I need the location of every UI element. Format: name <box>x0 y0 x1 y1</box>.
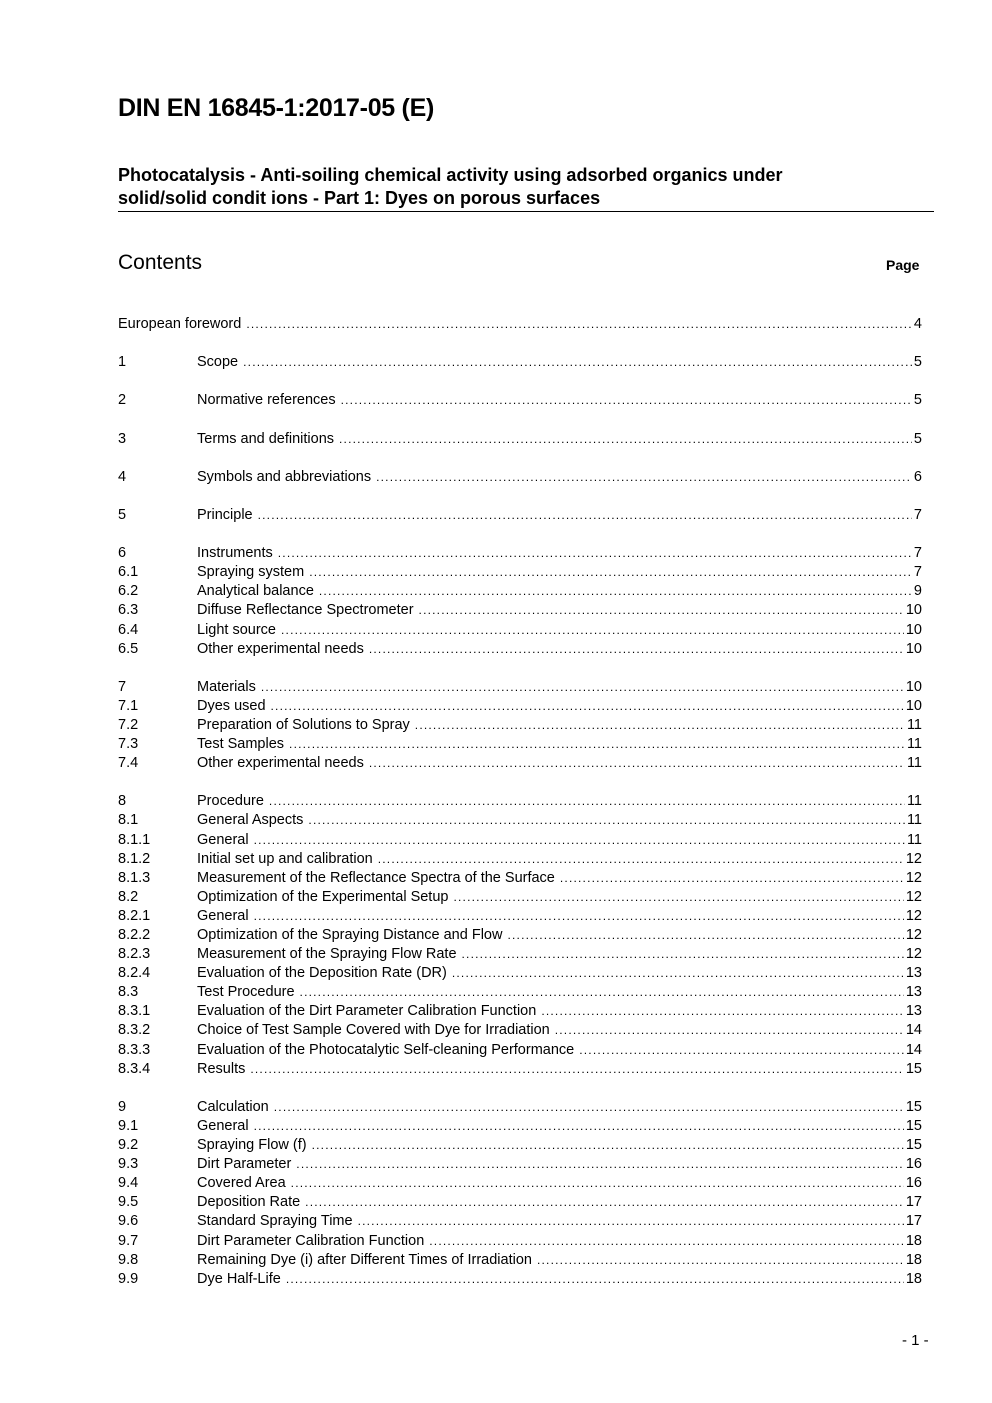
toc-entry[interactable] <box>118 832 922 851</box>
toc-dot-leader <box>555 1023 904 1037</box>
toc-entry-number: 7.3 <box>118 736 139 753</box>
toc-dot-leader <box>541 1004 904 1018</box>
toc-dot-leader <box>452 966 904 980</box>
toc-entry-title: European foreword <box>118 316 242 332</box>
toc-entry[interactable] <box>118 889 922 908</box>
toc-dot-leader <box>579 1043 904 1057</box>
toc-dot-leader <box>274 1100 904 1114</box>
toc-entry-title: Diffuse Reflectance Spectrometer <box>197 602 414 619</box>
toc-dot-leader <box>319 584 912 598</box>
toc-entry-page: 14 <box>905 1022 922 1039</box>
toc-entry[interactable] <box>118 965 922 984</box>
toc-dot-leader <box>339 432 912 446</box>
toc-entry-number: 4 <box>118 468 127 485</box>
toc-entry-number: 9.6 <box>118 1213 139 1230</box>
toc-entry[interactable] <box>118 507 922 526</box>
toc-entry-page: 15 <box>905 1098 922 1115</box>
toc-entry[interactable] <box>118 812 922 831</box>
toc-entry-title: Evaluation of the Deposition Rate (DR) <box>197 965 447 982</box>
toc-entry-number: 9.8 <box>118 1251 139 1268</box>
toc-dot-leader <box>369 642 904 656</box>
toc-entry-title: Instruments <box>197 545 273 562</box>
toc-entry[interactable] <box>118 717 922 736</box>
toc-entry[interactable] <box>118 1022 922 1041</box>
toc-entry-number: 7.4 <box>118 755 139 772</box>
toc-entry-title: Test Procedure <box>197 984 295 1001</box>
toc-entry-page: 16 <box>905 1156 922 1173</box>
toc-entry-page: 13 <box>905 984 922 1001</box>
toc-entry[interactable] <box>118 1003 922 1022</box>
toc-entry-page: 10 <box>905 697 922 714</box>
toc-entry-title: Light source <box>197 621 276 638</box>
toc-dot-leader <box>507 928 903 942</box>
page-number: - 1 - <box>902 1332 929 1349</box>
toc-dot-leader <box>419 603 904 617</box>
toc-entry-number: 8.3 <box>118 984 139 1001</box>
toc-entry-number: 8.1.2 <box>118 850 151 867</box>
toc-entry[interactable] <box>118 1233 922 1252</box>
toc-dot-leader <box>261 680 904 694</box>
toc-entry-number: 7.1 <box>118 697 139 714</box>
toc-dot-leader <box>289 737 905 751</box>
toc-entry-page: 12 <box>905 946 922 963</box>
toc-entry-title: General <box>197 907 249 924</box>
toc-dot-leader <box>269 794 905 808</box>
toc-dot-leader <box>291 1176 904 1190</box>
toc-entry[interactable] <box>118 1099 922 1118</box>
toc-entry-number: 8.3.4 <box>118 1060 151 1077</box>
toc-dot-leader <box>254 909 904 923</box>
toc-entry[interactable] <box>118 583 922 602</box>
toc-dot-leader <box>369 756 905 770</box>
toc-entry-number: 9 <box>118 1098 127 1115</box>
toc-entry-number: 9.4 <box>118 1175 139 1192</box>
toc-entry[interactable] <box>118 927 922 946</box>
toc-entry-page: 4 <box>913 316 922 332</box>
toc-dot-leader <box>341 393 912 407</box>
toc-entry-number: 1 <box>118 354 127 371</box>
toc-entry-title: Standard Spraying Time <box>197 1213 353 1230</box>
toc-entry-title: Choice of Test Sample Covered with Dye for Irradiation <box>197 1022 550 1039</box>
toc-entry-page: 14 <box>905 1041 922 1058</box>
toc-entry-title: Calculation <box>197 1098 269 1115</box>
toc-entry[interactable] <box>118 1137 922 1156</box>
toc-entry[interactable] <box>118 736 922 755</box>
toc-entry[interactable] <box>118 316 922 335</box>
toc-dot-leader <box>308 813 905 827</box>
toc-entry-number: 6.5 <box>118 640 139 657</box>
toc-entry-title: Scope <box>197 354 239 371</box>
toc-entry-title: Evaluation of the Dirt Parameter Calibration Function <box>197 1003 537 1020</box>
toc-entry-page: 7 <box>913 545 922 562</box>
toc-entry-title: Other experimental needs <box>197 755 364 772</box>
toc-dot-leader <box>286 1272 904 1286</box>
toc-entry[interactable] <box>118 679 922 698</box>
toc-dot-leader <box>278 546 912 560</box>
toc-entry[interactable] <box>118 392 922 411</box>
subtitle-line-1: Photocatalysis - Anti-soiling chemical activity using adsorbed organics under <box>118 165 783 185</box>
toc-entry[interactable] <box>118 1252 922 1271</box>
toc-entry-page: 17 <box>905 1213 922 1230</box>
toc-entry-page: 12 <box>905 907 922 924</box>
toc-dot-leader <box>453 890 903 904</box>
toc-entry[interactable] <box>118 1061 922 1080</box>
document-subtitle <box>118 164 934 212</box>
toc-entry-title: Test Samples <box>197 736 285 753</box>
toc-dot-leader <box>429 1234 904 1248</box>
toc-entry-page: 16 <box>905 1175 922 1192</box>
toc-entry-page: 12 <box>905 927 922 943</box>
document-id: DIN EN 16845-1:2017-05 (E) <box>118 94 434 122</box>
toc-entry-title: Other experimental needs <box>197 640 364 657</box>
toc-entry-number: 9.9 <box>118 1270 139 1287</box>
toc-entry-number: 8.2 <box>118 888 139 905</box>
table-of-contents <box>118 316 922 1290</box>
toc-dot-leader <box>271 699 904 713</box>
toc-entry-page: 18 <box>905 1251 922 1268</box>
toc-entry[interactable] <box>118 1194 922 1213</box>
toc-entry-page: 11 <box>906 793 922 810</box>
toc-entry-number: 8.1.3 <box>118 869 151 886</box>
toc-entry-page: 11 <box>906 831 922 848</box>
toc-dot-leader <box>358 1214 904 1228</box>
toc-entry-number: 8.1.1 <box>118 831 151 848</box>
toc-entry-page: 18 <box>905 1270 922 1287</box>
toc-entry[interactable] <box>118 1271 922 1290</box>
toc-dot-leader <box>243 355 912 369</box>
toc-entry-number: 3 <box>118 430 127 447</box>
toc-entry-title: Optimization of the Spraying Distance and Flow <box>197 927 503 943</box>
toc-entry[interactable] <box>118 354 922 373</box>
toc-entry[interactable] <box>118 755 922 774</box>
toc-dot-leader <box>378 852 904 866</box>
toc-entry-number: 6.3 <box>118 602 139 619</box>
toc-entry-number: 9.7 <box>118 1232 139 1249</box>
toc-entry-page: 12 <box>905 888 922 905</box>
toc-entry-title: Spraying Flow (f) <box>197 1137 307 1154</box>
toc-entry[interactable] <box>118 641 922 660</box>
toc-entry-number: 9.1 <box>118 1117 139 1134</box>
toc-entry-number: 8.3.3 <box>118 1041 151 1058</box>
toc-entry-page: 15 <box>905 1117 922 1134</box>
toc-entry-page: 7 <box>913 564 922 581</box>
toc-entry-number: 8.3.2 <box>118 1022 151 1039</box>
toc-dot-leader <box>305 1195 904 1209</box>
toc-entry-page: 15 <box>905 1060 922 1077</box>
toc-entry-page: 13 <box>905 965 922 982</box>
subtitle-line-2: solid/solid condit ions - Part 1: Dyes on porous surfaces <box>118 188 601 208</box>
toc-entry-page: 15 <box>905 1137 922 1154</box>
toc-entry-page: 5 <box>913 354 922 371</box>
toc-entry-title: Preparation of Solutions to Spray <box>197 716 410 733</box>
toc-entry[interactable] <box>118 469 922 488</box>
toc-entry[interactable] <box>118 1042 922 1061</box>
toc-entry[interactable] <box>118 851 922 870</box>
toc-entry[interactable] <box>118 431 922 450</box>
toc-dot-leader <box>537 1253 904 1267</box>
toc-dot-leader <box>560 871 904 885</box>
toc-entry-page: 12 <box>905 869 922 886</box>
toc-entry-number: 8.2.3 <box>118 946 151 963</box>
toc-dot-leader <box>254 1119 904 1133</box>
toc-entry-title: General <box>197 1117 249 1134</box>
toc-entry[interactable] <box>118 1213 922 1232</box>
toc-entry-title: Analytical balance <box>197 583 314 600</box>
toc-entry-title: Dye Half-Life <box>197 1270 281 1287</box>
toc-entry-page: 10 <box>905 678 922 695</box>
toc-entry-title: Initial set up and calibration <box>197 850 373 867</box>
toc-dot-leader <box>296 1157 904 1171</box>
toc-entry-page: 6 <box>913 468 922 485</box>
toc-entry-number: 8 <box>118 793 127 810</box>
toc-entry-title: General <box>197 831 249 848</box>
toc-entry-title: Materials <box>197 678 256 695</box>
toc-entry-number: 9.2 <box>118 1137 139 1154</box>
toc-entry-page: 11 <box>906 812 922 829</box>
toc-entry-number: 8.2.2 <box>118 927 151 943</box>
toc-entry[interactable] <box>118 908 922 927</box>
toc-entry-title: Remaining Dye (i) after Different Times of Irradiation <box>197 1251 532 1268</box>
toc-entry-title: Results <box>197 1060 246 1077</box>
toc-entry-number: 6.2 <box>118 583 139 600</box>
toc-entry-page: 11 <box>906 755 922 772</box>
toc-entry[interactable] <box>118 698 922 717</box>
toc-entry-page: 13 <box>905 1003 922 1020</box>
toc-dot-leader <box>254 833 905 847</box>
toc-entry-number: 8.2.1 <box>118 907 151 924</box>
toc-entry-number: 8.1 <box>118 812 139 829</box>
toc-entry-title: General Aspects <box>197 812 304 829</box>
toc-entry-number: 6.1 <box>118 564 139 581</box>
toc-entry-number: 7.2 <box>118 716 139 733</box>
toc-dot-leader <box>258 508 912 522</box>
contents-heading: Contents <box>118 251 203 274</box>
toc-dot-leader <box>312 1138 904 1152</box>
toc-entry-title: Evaluation of the Photocatalytic Self-cleaning Performance <box>197 1041 575 1058</box>
toc-entry-title: Covered Area <box>197 1175 286 1192</box>
toc-entry-title: Dirt Parameter Calibration Function <box>197 1232 425 1249</box>
toc-entry-title: Measurement of the Reflectance Spectra of the Surface <box>197 869 555 886</box>
toc-entry-number: 6.4 <box>118 621 139 638</box>
toc-entry[interactable] <box>118 1175 922 1194</box>
toc-entry-title: Procedure <box>197 793 264 810</box>
toc-entry[interactable] <box>118 1156 922 1175</box>
toc-entry-page: 9 <box>913 583 922 600</box>
toc-dot-leader <box>462 947 904 961</box>
toc-entry[interactable] <box>118 984 922 1003</box>
toc-entry[interactable] <box>118 564 922 583</box>
toc-entry-number: 2 <box>118 392 127 409</box>
toc-entry-title: Terms and definitions <box>197 430 335 447</box>
toc-entry[interactable] <box>118 622 922 641</box>
toc-dot-leader <box>376 470 912 484</box>
toc-entry-title: Symbols and abbreviations <box>197 468 372 485</box>
toc-entry-title: Dyes used <box>197 697 266 714</box>
toc-entry-number: 7 <box>118 678 127 695</box>
toc-entry-number: 9.5 <box>118 1194 139 1211</box>
toc-dot-leader <box>281 623 904 637</box>
toc-entry-page: 18 <box>905 1232 922 1249</box>
toc-entry-page: 5 <box>913 430 922 447</box>
toc-entry-title: Principle <box>197 506 253 523</box>
toc-entry[interactable] <box>118 870 922 889</box>
toc-entry-number: 6 <box>118 545 127 562</box>
toc-entry[interactable] <box>118 946 922 965</box>
toc-entry-page: 12 <box>905 850 922 867</box>
toc-dot-leader <box>415 718 905 732</box>
toc-entry-page: 10 <box>905 640 922 657</box>
toc-entry-title: Normative references <box>197 392 336 409</box>
toc-entry-title: Dirt Parameter <box>197 1156 292 1173</box>
toc-entry-page: 11 <box>906 716 922 733</box>
page-column-label: Page <box>886 257 920 273</box>
toc-entry-number: 5 <box>118 506 127 523</box>
toc-entry-page: 7 <box>913 506 922 523</box>
toc-entry-number: 8.2.4 <box>118 965 151 982</box>
toc-entry-title: Measurement of the Spraying Flow Rate <box>197 946 457 963</box>
toc-entry-title: Optimization of the Experimental Setup <box>197 888 449 905</box>
toc-entry-number: 9.3 <box>118 1156 139 1173</box>
toc-entry[interactable] <box>118 602 922 621</box>
toc-entry-title: Deposition Rate <box>197 1194 301 1211</box>
toc-entry-page: 10 <box>905 621 922 638</box>
toc-dot-leader <box>309 565 912 579</box>
toc-entry[interactable] <box>118 793 922 812</box>
toc-entry-page: 11 <box>906 736 922 753</box>
toc-entry-page: 5 <box>913 392 922 409</box>
toc-entry[interactable] <box>118 1118 922 1137</box>
toc-entry-page: 10 <box>905 602 922 619</box>
toc-entry-title: Spraying system <box>197 564 305 581</box>
toc-entry-number: 8.3.1 <box>118 1003 151 1020</box>
toc-entry-page: 17 <box>905 1194 922 1211</box>
toc-dot-leader <box>250 1062 904 1076</box>
toc-dot-leader <box>246 317 912 331</box>
toc-entry[interactable] <box>118 545 922 564</box>
toc-dot-leader <box>300 985 904 999</box>
